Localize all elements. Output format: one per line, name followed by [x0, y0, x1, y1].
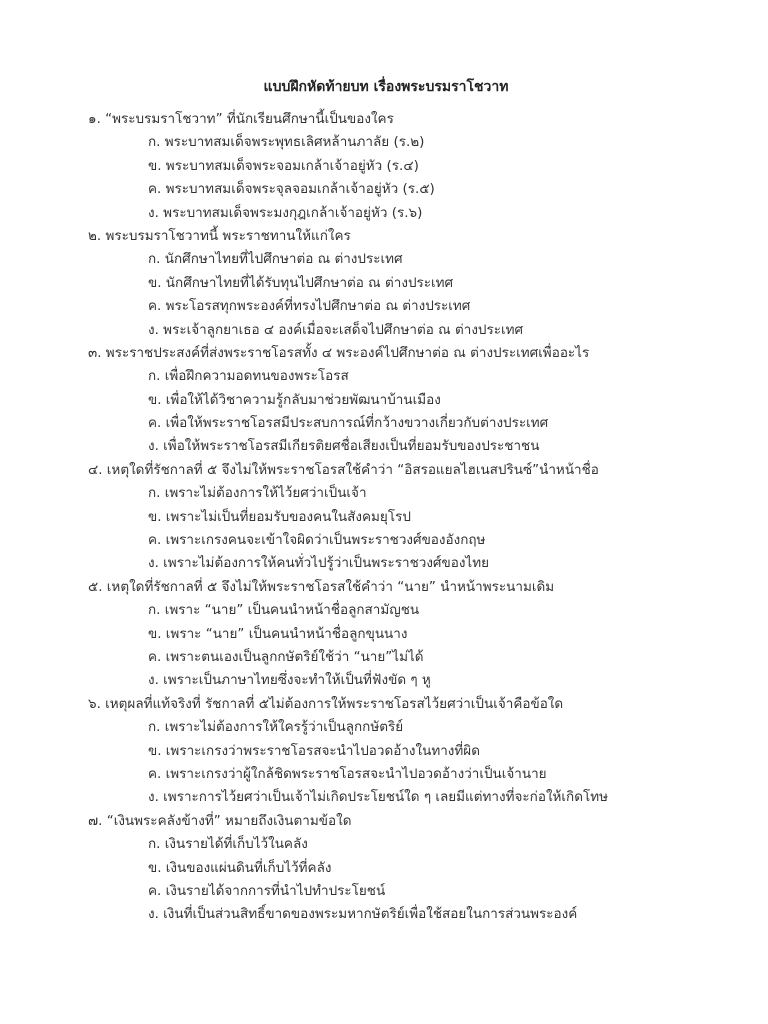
question-1-option-3: ค. พระบาทสมเด็จพระจุลจอมเกล้าเจ้าอยู่หัว (ร.๕) [148, 181, 435, 198]
question-5: ๕. เหตุใดที่รัชกาลที่ ๕ จึงไม่ให้พระราชโอรสใช้คำว่า “นาย” นำหน้าพระนามเดิม [88, 578, 555, 595]
question-7-option-2: ข. เงินของแผ่นดินที่เก็บไว้ที่คลัง [148, 859, 332, 876]
question-4-option-2: ข. เพราะไม่เป็นที่ยอมรับของคนในสังคมยุโรป [148, 508, 411, 525]
question-1: ๑. “พระบรมราโชวาท” ที่นักเรียนศึกษานี้เป็นของใคร [88, 111, 394, 127]
question-6-option-2: ข. เพราะเกรงว่าพระราชโอรสจะนำไปอวดอ้างในทางที่ผิด [148, 742, 480, 759]
question-5-option-1: ก. เพราะ “นาย” เป็นคนนำหน้าชื่อลูกสามัญชน [148, 602, 420, 619]
question-1-option-1: ก. พระบาทสมเด็จพระพุทธเลิศหล้านภาลัย (ร.๒) [148, 134, 425, 151]
question-2-option-3: ค. พระโอรสทุกพระองค์ที่ทรงไปศึกษาต่อ ณ ต่างประเทศ [148, 298, 471, 315]
question-list [88, 108, 748, 927]
question-1-option-2: ข. พระบาทสมเด็จพระจอมเกล้าเจ้าอยู่หัว (ร.๔) [148, 157, 419, 174]
question-6-option-3: ค. เพราะเกรงว่าผู้ใกล้ชิดพระราชโอรสจะนำไปอวดอ้างว่าเป็นเจ้านาย [148, 765, 547, 782]
question-6-option-4: ง. เพราะการไว้ยศว่าเป็นเจ้าไม่เกิดประโยชน์ใด ๆ เลยมีแต่ทางที่จะก่อให้เกิดโทษ [148, 789, 609, 806]
question-1-option-4: ง. พระบาทสมเด็จพระมงกุฎเกล้าเจ้าอยู่หัว (ร.๖) [148, 204, 423, 221]
question-2-option-1: ก. นักศึกษาไทยที่ไปศึกษาต่อ ณ ต่างประเทศ [148, 251, 403, 268]
question-4-option-1: ก. เพราะไม่ต้องการให้ไว้ยศว่าเป็นเจ้า [148, 485, 367, 502]
question-5-option-4: ง. เพราะเป็นภาษาไทยซึ่งจะทำให้เป็นที่ฟังขัด ๆ หู [148, 672, 431, 689]
question-2-option-4: ง. พระเจ้าลูกยาเธอ ๔ องค์เมื่อจะเสด็จไปศึกษาต่อ ณ ต่างประเทศ [148, 321, 524, 338]
question-3-option-1: ก. เพื่อฝึกความอดทนของพระโอรส [148, 368, 349, 385]
question-7-option-4: ง. เงินที่เป็นส่วนสิทธิ์ขาดของพระมหากษัตริย์เพื่อใช้สอยในการส่วนพระองค์ [148, 906, 578, 923]
question-6: ๖. เหตุผลที่แท้จริงที่ รัชกาลที่ ๕ไม่ต้องการให้พระราชโอรสไว้ยศว่าเป็นเจ้าคือข้อใด [88, 695, 564, 712]
question-5-option-2: ข. เพราะ “นาย” เป็นคนนำหน้าชื่อลูกขุนนาง [148, 625, 408, 642]
question-5-option-3: ค. เพราะตนเองเป็นลูกกษัตริย์ใช้ว่า “นาย”ไม่ได้ [148, 648, 424, 665]
question-3-option-2: ข. เพื่อให้ได้วิชาความรู้กลับมาช่วยพัฒนาบ้านเมือง [148, 391, 441, 408]
question-4: ๔. เหตุใดที่รัชกาลที่ ๕ จึงไม่ให้พระราชโอรสใช้คำว่า “อิสรอแยลไฮเนสปรินซ์”นำหน้าชื่อ [88, 461, 599, 478]
question-2-option-2: ข. นักศึกษาไทยที่ได้รับทุนไปศึกษาต่อ ณ ต่างประเทศ [148, 274, 454, 291]
question-4-option-3: ค. เพราะเกรงคนจะเข้าใจผิดว่าเป็นพระราชวงศ์ของอังกฤษ [148, 532, 486, 549]
question-4-option-4: ง. เพราะไม่ต้องการให้คนทั่วไปรู้ว่าเป็นพระราชวงศ์ของไทย [148, 555, 490, 572]
question-3: ๓. พระราชประสงค์ที่ส่งพระราชโอรสทั้ง ๔ พระองค์ไปศึกษาต่อ ณ ต่างประเทศเพื่ออะไร [88, 344, 590, 361]
question-7: ๗. “เงินพระคลังข้างที่” หมายถึงเงินตามข้อใด [88, 812, 352, 829]
question-3-option-3: ค. เพื่อให้พระราชโอรสมีประสบการณ์ที่กว้างขวางเกี่ยวกับต่างประเทศ [148, 415, 549, 432]
question-6-option-1: ก. เพราะไม่ต้องการให้ใครรู้ว่าเป็นลูกกษัตริย์ [148, 719, 404, 736]
question-7-option-1: ก. เงินรายได้ที่เก็บไว้ในคลัง [148, 836, 308, 853]
question-2: ๒. พระบรมราโชวาทนี้ พระราชทานให้แก่ใคร [88, 227, 351, 244]
question-3-option-4: ง. เพื่อให้พระราชโอรสมีเกียรติยศชื่อเสียงเป็นที่ยอมรับของประชาชน [148, 438, 540, 455]
question-7-option-3: ค. เงินรายได้จากการที่นำไปทำประโยชน์ [148, 882, 386, 899]
page-title: แบบฝึกหัดท้ายบท เรื่องพระบรมราโชวาท [263, 79, 509, 95]
